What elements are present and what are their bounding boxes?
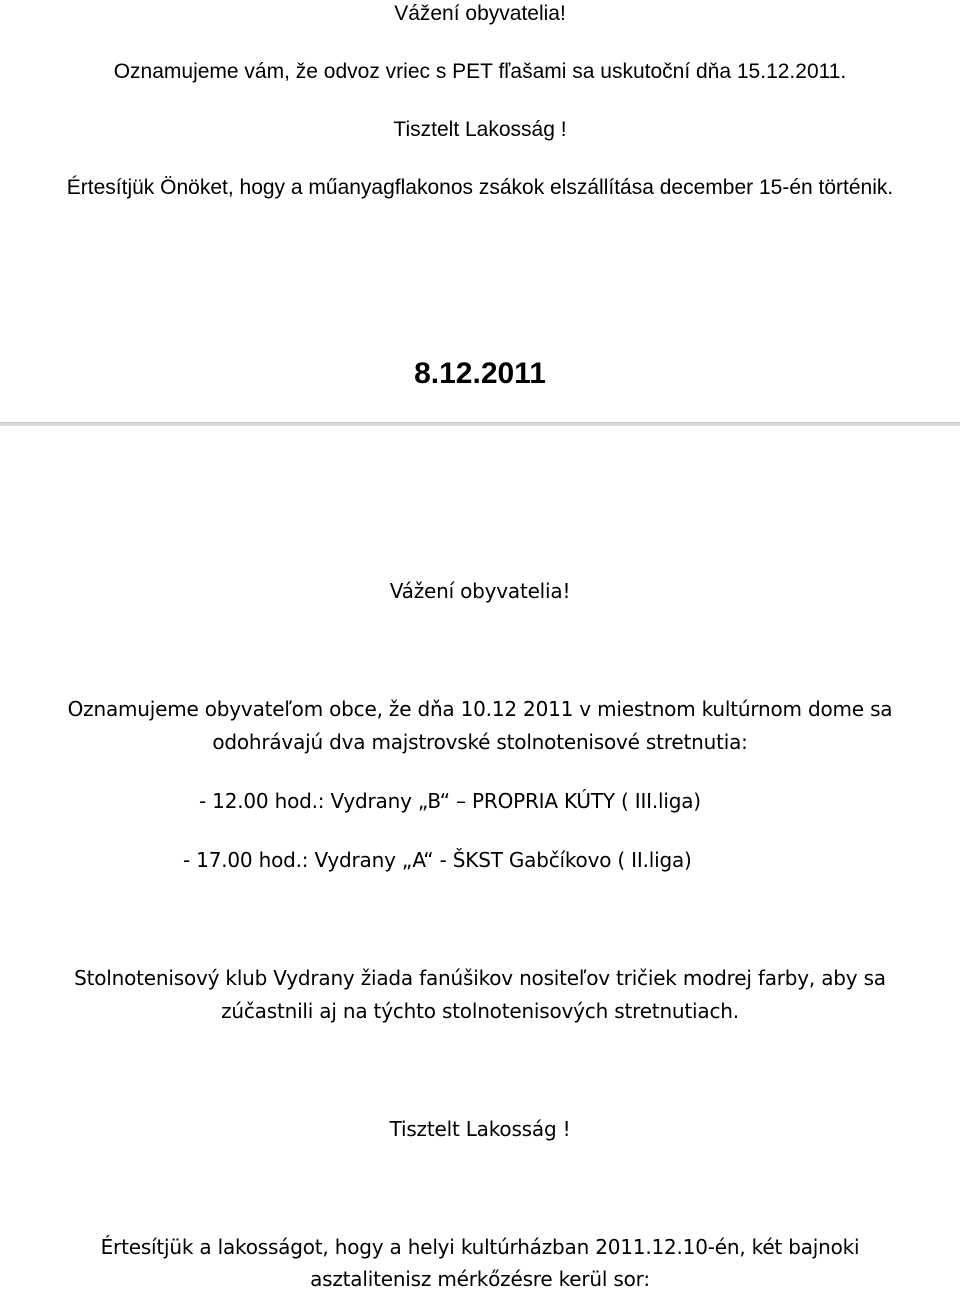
notice-text-hu-line1: Értesítjük a lakosságot, hogy a helyi kultúrházban 2011.12.10-én, két bajnoki: [100, 1235, 860, 1259]
notice-text-sk-1: Oznamujeme vám, že odvoz vriec s PET fľašami sa uskutoční dňa 15.12.2011.: [113, 60, 847, 83]
divider: [0, 422, 960, 426]
notice-text-hu-line2: asztalitenisz mérkőzésre kerül sor:: [310, 1267, 650, 1291]
match-item-2: - 17.00 hod.: Vydrany „A“ - ŠKST Gabčíkovo ( II.liga): [183, 848, 692, 872]
greeting-sk-1: Vážení obyvatelia!: [394, 2, 566, 25]
notice-text-line2: odohrávajú dva majstrovské stolnotenisové stretnutia:: [212, 730, 748, 754]
appeal-line1: Stolnotenisový klub Vydrany žiada fanúšikov nositeľov tričiek modrej farby, aby sa: [74, 966, 886, 990]
match-item-1: - 12.00 hod.: Vydrany „B“ – PROPRIA KÚTY ( III.liga): [199, 789, 701, 813]
notice-text-hu-1: Értesítjük Önöket, hogy a műanyagflakonos zsákok elszállítása december 15-én történik.: [66, 176, 894, 199]
appeal-line2: zúčastnili aj na týchto stolnotenisových stretnutiach.: [221, 999, 739, 1023]
greeting-hu-2: Tisztelt Lakosság !: [389, 1117, 571, 1141]
greeting-sk-2: Vážení obyvatelia!: [389, 579, 571, 603]
greeting-hu-1: Tisztelt Lakosság !: [393, 118, 567, 141]
notice-text-line1: Oznamujeme obyvateľom obce, že dňa 10.12 2011 v miestnom kultúrnom dome sa: [67, 697, 893, 721]
post-date: 8.12.2011: [414, 357, 546, 390]
